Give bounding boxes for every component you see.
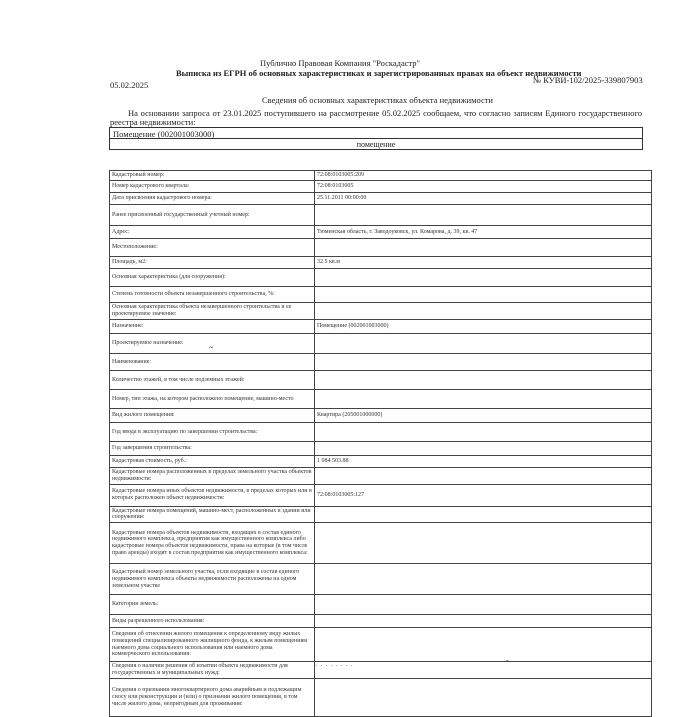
row-label: Кадастровый номер:: [110, 171, 315, 181]
row-value: [315, 442, 652, 456]
row-value: [315, 628, 652, 662]
row-label: Виды разрешенного использования:: [110, 615, 315, 628]
row-label: Номер кадастрового квартала:: [110, 181, 315, 193]
table-row: [110, 595, 652, 615]
pen-mark: -: [506, 656, 509, 665]
table-row: [110, 371, 652, 390]
row-label: Количество этажей, в том числе подземных этажей:: [110, 371, 315, 390]
row-value: [315, 615, 652, 628]
table-row: [110, 226, 652, 239]
row-label: Местоположение:: [110, 239, 315, 257]
pen-mark: ~: [209, 343, 214, 352]
row-value: 32.5 кв.м: [315, 257, 652, 269]
row-label: Сведения о наличии решения об изъятии объекта недвижимости для государственных и муниципальных нужд:: [110, 662, 315, 679]
row-label: Проектируемое назначение:: [110, 334, 315, 354]
row-value: [315, 205, 652, 226]
table-row: [110, 523, 652, 564]
row-value: [315, 269, 652, 287]
intro-paragraph: На основании запроса от 23.01.2025 поступившего на рассмотрение 05.02.2025 сообщаем, что согласно записям Единого государственного реестра недвижимости:: [110, 108, 642, 127]
row-value: 72:08:0103005:209: [315, 171, 652, 181]
row-label: Категория земель:: [110, 595, 315, 615]
row-label: Вид жилого помещения:: [110, 409, 315, 423]
row-label: Сведения об отнесении жилого помещения к определенному виду жилых помещений специализированного жилищного фонда, к жилым помещениям наемного дома социального использования или наемного дома коммерческого использования:: [110, 628, 315, 662]
object-box: [109, 127, 643, 150]
table-row: [110, 468, 652, 485]
table-row: [110, 628, 652, 662]
object-type: помещение: [356, 140, 396, 149]
row-value: [315, 354, 652, 371]
row-value: [315, 390, 652, 409]
row-label: Основная характеристика объекта незавершенного строительства и ее проектируемое значение:: [110, 303, 315, 320]
table-row: [110, 171, 652, 181]
row-value: [315, 595, 652, 615]
document-title: Выписка из ЕГРН об основных характеристиках и зарегистрированных правах на объект недвижимости: [176, 68, 582, 78]
row-label: Площадь, м2:: [110, 257, 315, 269]
row-label: Кадастровая стоимость, руб.:: [110, 456, 315, 468]
table-row: [110, 320, 652, 334]
dotted-fill: . . . . . . . .: [316, 662, 354, 668]
table-row: [110, 615, 652, 628]
row-label: Кадастровые номера расположенных в пределах земельного участка объектов недвижимости:: [110, 468, 315, 485]
properties-table: [109, 170, 652, 717]
table-row: [110, 269, 652, 287]
table-row: [110, 409, 652, 423]
row-value: Тюменская область, г. Заводоуковск, ул. Комарова, д. 39, кв. 47: [315, 226, 652, 239]
row-value: [315, 662, 652, 679]
row-label: Основная характеристика (для сооружения):: [110, 269, 315, 287]
object-box-divider: [110, 138, 642, 139]
row-label: Назначение:: [110, 320, 315, 334]
table-row: [110, 564, 652, 595]
row-value: [315, 303, 652, 320]
table-row: [110, 354, 652, 371]
row-value: Квартира (205001000000): [315, 409, 652, 423]
table-row: [110, 193, 652, 205]
organization-name: Публично Правовая Компания "Роскадастр": [260, 58, 421, 68]
table-row: [110, 287, 652, 303]
table-row: [110, 181, 652, 193]
table-row: [110, 257, 652, 269]
table-row: [110, 205, 652, 226]
document-date: 05.02.2025: [110, 80, 149, 90]
row-value: [315, 506, 652, 523]
table-row: [110, 456, 652, 468]
row-value: [315, 334, 652, 354]
row-value: [315, 423, 652, 442]
row-value: 72:08:0103005:127: [315, 484, 652, 506]
object-name: Помещение (002001003000): [113, 129, 215, 139]
table-row: [110, 423, 652, 442]
table-row: [110, 506, 652, 523]
row-value: [315, 239, 652, 257]
row-label: Год завершения строительства:: [110, 442, 315, 456]
row-label: Номер, тип этажа, на котором расположено помещение, машино-место: [110, 390, 315, 409]
row-value: [315, 564, 652, 595]
document-number: № КУВИ-102/2025-339807903: [533, 75, 643, 85]
row-label: Год ввода в эксплуатацию по завершении строительства:: [110, 423, 315, 442]
row-label: Ранее присвоенный государственный учетный номер:: [110, 205, 315, 226]
row-value: 72:08:0103005: [315, 181, 652, 193]
table-row: [110, 303, 652, 320]
row-value: [315, 523, 652, 564]
row-label: Дата присвоения кадастрового номера:: [110, 193, 315, 205]
section-title: Сведения об основных характеристиках объекта недвижимости: [262, 95, 493, 105]
table-row: [110, 390, 652, 409]
row-label: Степень готовности объекта незавершенного строительства, %:: [110, 287, 315, 303]
row-value: [315, 371, 652, 390]
row-value: [315, 287, 652, 303]
row-label: Кадастровые номера помещений, машино-мест, расположенных в здании или сооружении:: [110, 506, 315, 523]
table-row: [110, 678, 652, 716]
row-value: [315, 678, 652, 716]
table-row: [110, 334, 652, 354]
row-value: 25.11.2011 00:00:00: [315, 193, 652, 205]
table-row: [110, 239, 652, 257]
row-label: Адрес:: [110, 226, 315, 239]
row-label: Кадастровые номера иных объектов недвижимости, в пределах которых или в которых расположен объект недвижимости:: [110, 484, 315, 506]
row-label: Кадастровый номер земельного участка, если входящие в состав единого недвижимого комплекса объекты недвижимости расположены на одном земельном участке: [110, 564, 315, 595]
row-value: 1 084 503.88: [315, 456, 652, 468]
row-label: Сведения о признании многоквартирного дома аварийным и подлежащим сносу или реконструкции и (или) о признании жилого помещения, в том числе жилого дома, непригодным для проживания:: [110, 678, 315, 716]
row-value: [315, 468, 652, 485]
table-row: [110, 484, 652, 506]
row-label: Кадастровые номера объектов недвижимости, входящих в состав единого недвижимого комплекса, предприятия как имущественного комплекса либо кадастровые номера объектов недвижимости, права на которые (в том числе право аренды) входят в состав предприятия как имущественного комплекса:: [110, 523, 315, 564]
row-value: Помещение (002001003000): [315, 320, 652, 334]
table-row: [110, 442, 652, 456]
row-label: Наименование:: [110, 354, 315, 371]
table-row: [110, 662, 652, 679]
